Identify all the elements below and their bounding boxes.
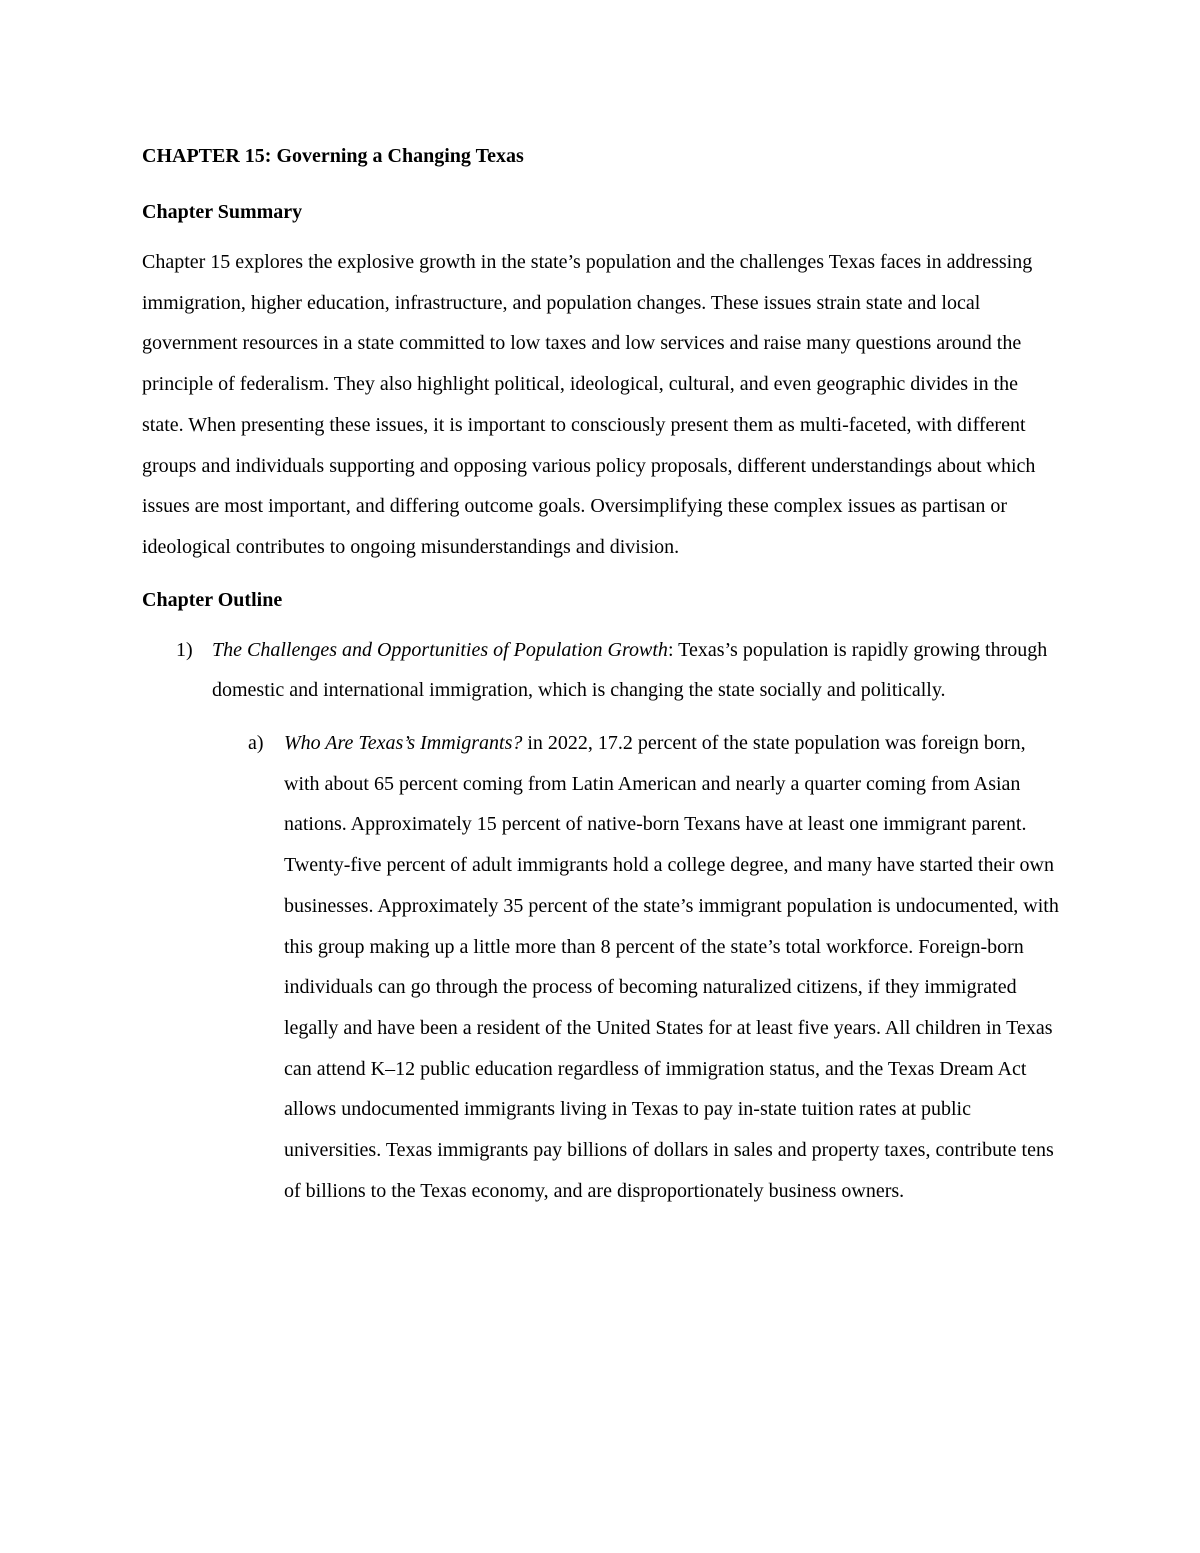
outline-item-text: : Texas’s population is rapidly growing through domestic and international immigration, which is changing the state socially and politically. — [212, 638, 1048, 702]
outline-sub-item-text: in 2022, 17.2 percent of the state population was foreign born, with about 65 percent coming from Latin American and nearly a quarter coming from Asian nations. Approximately 15 percent of native-born Texans have at least one immigrant parent. Twenty-five percent of adult immigrants hold a college degree, and many have started their own businesses. Approximately 35 percent of the state’s immigrant population is undocumented, with this group making up a little more than 8 percent of the state’s total workforce. Foreign-born individuals can go through the process of becoming naturalized citizens, if they immigrated legally and have been a resident of the United States for at least five years. All children in Texas can attend K–12 public education regardless of immigration status, and the Texas Dream Act allows undocumented immigrants living in Texas to pay in-state tuition rates at public universities. Texas immigrants pay billions of dollars in sales and property taxes, contribute tens of billions to the Texas economy, and are disproportionately business owners. — [284, 732, 1059, 1202]
chapter-title: CHAPTER 15: Governing a Changing Texas — [142, 145, 524, 167]
outline-item-title: The Challenges and Opportunities of Population Growth — [212, 638, 668, 661]
outline-sub-item-marker: a) — [248, 732, 264, 755]
outline-list — [142, 630, 1060, 1212]
outline-sub-item — [212, 723, 1060, 1211]
outline-sub-list — [212, 723, 1060, 1211]
outline-heading: Chapter Outline — [142, 588, 283, 611]
outline-sub-item-title: Who Are Texas’s Immigrants? — [284, 732, 523, 755]
summary-paragraph: Chapter 15 explores the explosive growth in the state’s population and the challenges Texas faces in addressing immigration, higher education, infrastructure, and population changes. These issues strain state and local government resources in a state committed to low taxes and low services and raise many questions around the principle of federalism. They also highlight political, ideological, cultural, and even geographic divides in the state. When presenting these issues, it is important to consciously present them as multi-faceted, with different groups and individuals supporting and opposing various policy proposals, different understandings about which issues are most important, and differing outcome goals. Oversimplifying these complex issues as partisan or ideological contributes to ongoing misunderstandings and division. — [142, 251, 1036, 558]
document-page — [142, 140, 1060, 1211]
outline-item-marker: 1) — [176, 638, 193, 661]
outline-item — [142, 630, 1060, 1212]
summary-heading: Chapter Summary — [142, 201, 303, 223]
